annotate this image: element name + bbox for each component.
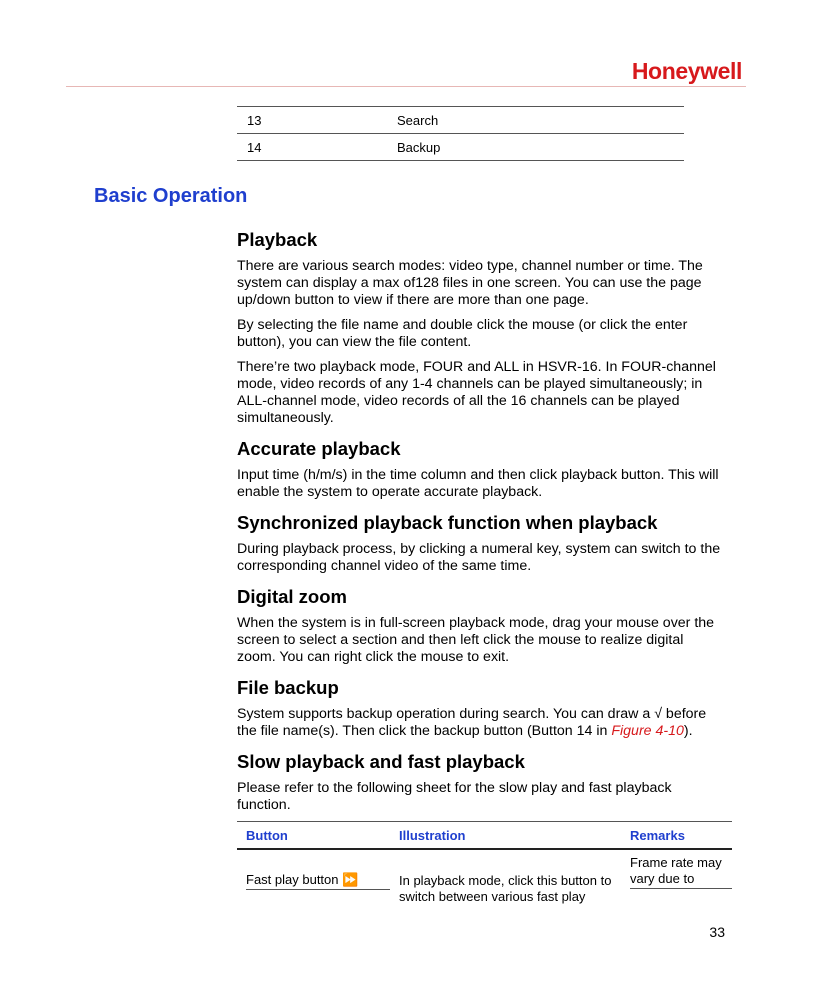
table-row xyxy=(237,849,732,905)
paragraph: Please refer to the following sheet for the slow play and fast playback function. xyxy=(237,780,672,813)
heading-synchronized-playback: Synchronized playback function when playback xyxy=(237,512,658,533)
button-number-table xyxy=(237,106,684,161)
paragraph: When the system is in full-screen playback mode, drag your mouse over the screen to select a section and then left click the mouse to realize digital zoom. You can right click the mouse to exit. xyxy=(237,615,715,665)
paragraph: Input time (h/m/s) in the time column and then click playback button. This will enable the system to operate accurate playback. xyxy=(237,467,719,500)
column-header-remarks: Remarks xyxy=(621,822,732,850)
paragraph xyxy=(237,706,725,740)
remarks-cell-text: Frame rate may vary due to xyxy=(630,855,732,889)
figure-reference-link[interactable]: Figure 4-10 xyxy=(611,723,684,739)
illustration-cell-text: In playback mode, click this button to switch between various fast play xyxy=(399,873,612,904)
paragraph: By selecting the file name and double click the mouse (or click the enter button), you can view the file content. xyxy=(237,317,688,350)
heading-digital-zoom: Digital zoom xyxy=(237,586,347,607)
playback-buttons-table xyxy=(237,821,732,905)
column-header-illustration: Illustration xyxy=(390,822,621,850)
column-header-button: Button xyxy=(237,822,390,850)
page-number: 33 xyxy=(709,924,725,940)
table-cell-number: 13 xyxy=(237,107,397,134)
paragraph: There are various search modes: video type, channel number or time. The system can display a max of128 files in one screen. You can use the page up/down button to view if there are more than one page. xyxy=(237,258,703,308)
table-cell-label: Backup xyxy=(397,134,684,161)
honeywell-logo: Honeywell xyxy=(631,58,742,84)
table-row xyxy=(237,107,684,134)
table-row xyxy=(237,134,684,161)
paragraph: There’re two playback mode, FOUR and ALL in HSVR-16. In FOUR-channel mode, video records of any 1-4 channels can be played simultaneously; in ALL-channel mode, video records of all the 16 channels can be played simultaneously. xyxy=(237,359,716,426)
button-cell-text: Fast play button ⏩ xyxy=(246,872,390,890)
table-header-row xyxy=(237,822,732,850)
table-cell-remarks xyxy=(621,849,732,905)
table-cell-illustration xyxy=(390,849,621,905)
table-cell-label: Search xyxy=(397,107,684,134)
content-body xyxy=(237,228,725,822)
header-rule xyxy=(66,86,746,87)
heading-accurate-playback: Accurate playback xyxy=(237,438,401,459)
table-cell-button xyxy=(237,849,390,905)
paragraph-text: System supports backup operation during search. You can draw a √ before the file name(s). Then click the backup button (Button 14 in xyxy=(237,706,707,739)
heading-playback: Playback xyxy=(237,229,318,250)
paragraph-text: ). xyxy=(683,723,693,739)
table-cell-number: 14 xyxy=(237,134,397,161)
paragraph: During playback process, by clicking a numeral key, system can switch to the corresponding channel video of the same time. xyxy=(237,541,721,574)
heading-slow-fast-playback: Slow playback and fast playback xyxy=(237,751,525,772)
section-title: Basic Operation xyxy=(94,185,248,207)
heading-file-backup: File backup xyxy=(237,677,339,698)
